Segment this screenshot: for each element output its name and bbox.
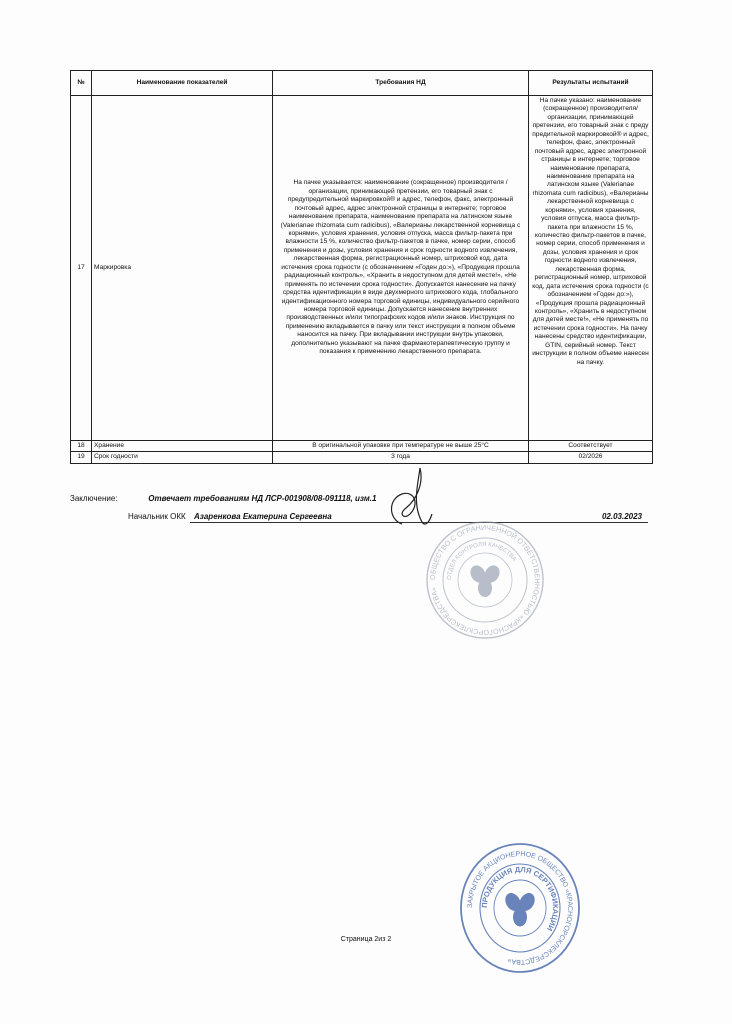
signer-position: Начальник ОКК (128, 512, 186, 521)
row-num: 19 (71, 452, 92, 463)
page-number: Страница 2из 2 (340, 936, 392, 943)
table-row (71, 441, 653, 452)
stamp2-ring-text: ЗАКРЫТОЕ АКЦИОНЕРНОЕ ОБЩЕСТВО «КРАСНОГОРСКЛЕКСРЕДСТВА» (466, 850, 574, 966)
conclusion (70, 494, 376, 503)
stamp-inner-text: ОТДЕЛ КОНТРОЛЯ КАЧЕСТВА (446, 541, 517, 581)
row-results: 02/2026 (529, 452, 653, 463)
row-requirements: 3 года (273, 452, 529, 463)
row-name: Маркировка (92, 96, 273, 441)
row-num: 18 (71, 441, 92, 452)
row-results: На пачке указано: наименование (сокращенное) производителя/организации, принимающей претензии, его товарный знак с преду предительной маркировкой® и адрес, телефон, факс, электронный почтовый адрес, адрес электронной страницы в интернете; торговое наименование препарата, наименование препарата на латинском языке (Valerianae rhizomata cum radicibus), «Валерианы лекарственной корневища с корнями», условия хранения, условия отпуска, масса фильтр-пакета при влажности 15 %, количество фильтр-пакетов в пачке, номер серии, способ применения и дозы, условия хранения и срок годности водного извлечения, лекарственная форма, регистрационный номер, штриховой код, дата истечения срока годности (с обозначением «Годен до:»), «Продукция прошла радиационный контроль», «Хранить в недоступном для детей месте!», «Не применять по истечении срока годности». На пачку нанесены средство идентификации, GTIN, серийный номер. Текст инструкции в полном объеме нанесен на пачку. (529, 96, 653, 441)
row-num: 17 (71, 96, 92, 441)
conclusion-label: Заключение: (70, 494, 118, 503)
row-requirements: В оригинальной упаковке при температуре не выше 25°С (273, 441, 529, 452)
certification-stamp (458, 840, 582, 976)
row-name: Срок годности (92, 452, 273, 463)
stamp2-inner-text: ПРОДУКЦИЯ ДЛЯ СЕРТИФИКАЦИИ (479, 864, 561, 933)
table-row (71, 452, 653, 463)
company-stamp (420, 520, 550, 640)
table-header-row (71, 71, 653, 96)
stamp-ring-text: ОБЩЕСТВО С ОГРАНИЧЕННОЙ ОТВЕТСТВЕННОСТЬЮ «КРАСНОГОРСКЛЕКСРЕДСТВА» (427, 522, 543, 638)
row-requirements: На пачке указывается: наименование (сокращенное) производителя / организации, принимающей претензии, его товарный знак с предупредительной маркировкой® и адрес, телефон, факс, электронный почтовый адрес, адрес электронной страницы в интернете; торговое наименование препарата, наименование препарата на латинском языке (Valerianae rhizomata cum radicibus), «Валерианы лекарственной корневища с корнями», условия хранения, условия отпуска, масса фильтр-пакета при влажности 15 %, количество фильтр-пакетов в пачке, номер серии, способ применения и дозы, условия хранения и срок годности водного извлечения, лекарственная форма, регистрационный номер, штриховой код, дата истечения срока годности (с обозначением «Годен до:»), «Продукция прошла радиационный контроль», «Хранить в недоступном для детей месте!», «Не применять по истечении срока годности». Допускается нанесение на пачку средства идентификации в виде двухмерного штрихового кода, глобального идентификационного номера торговой единицы, индивидуального серийного номера торговой единицы. Допускается нанесение внутренних производственных и/или типографских кодов и/или знаков. Инструкция по применению вкладывается в пачку или текст инструкции в полном объеме наносится на пачку. При вкладывании инструкции внутрь упаковки, дополнительно указывают на пачке фармакотерапевтическую группу и показания к применению лекарственного препарата. (273, 96, 529, 441)
header-requirements: Требования НД (273, 71, 529, 96)
conclusion-text: Отвечает требованиям НД ЛСР-001908/08-091118, изм.1 (148, 494, 377, 503)
row-results: Соответствует (529, 441, 653, 452)
header-name: Наименование показателей (92, 71, 273, 96)
test-results-table (70, 70, 653, 464)
row-name: Хранение (92, 441, 273, 452)
signature-date: 02.03.2023 (601, 512, 642, 521)
header-results: Результаты испытаний (529, 71, 653, 96)
table-row (71, 96, 653, 441)
header-num: № (71, 71, 92, 96)
signer-name: Азаренкова Екатерина Сергеевна (194, 512, 332, 521)
